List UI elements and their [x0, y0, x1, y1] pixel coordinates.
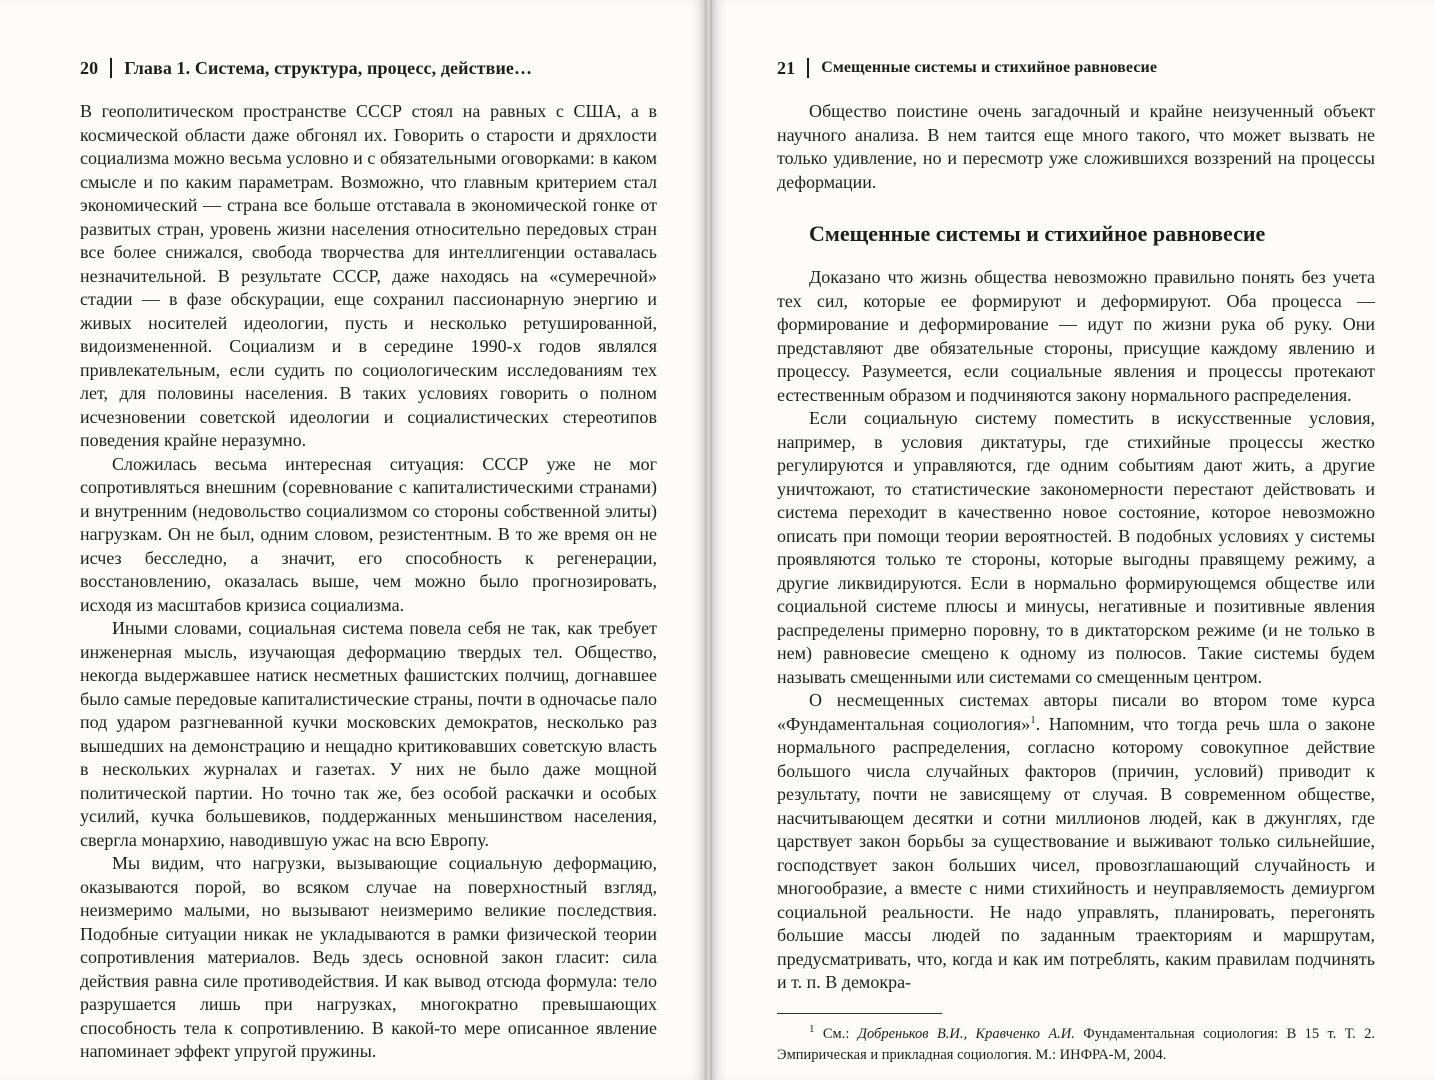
right-body-text: [777, 100, 1375, 995]
paragraph: В геополитическом пространстве СССР стоял на равных с США, а в космической области даже обгонял их. Говорить о старости и дряхлости социализма можно весьма условно и с обязательными оговорками: в каком смысле и по каким параметрам. Возможно, что главным критерием стал экономический — страна все больше отставала в экономической гонке от развитых стран, уровень жизни населения относительно передовых стран все более снижался, свобода творчества для интеллигенции оставалась незначительной. В результате СССР, даже находясь на «сумеречной» стадии — в фазе обскурации, еще сохранил пассионарную энергию и живых носителей идеологии, пусть и несколько ретушированной, видоизмененной. Социализм и в середине 1990-х годов являлся привлекательным, если судить по социологическим исследованиям тех лет, для половины населения. В таких условиях говорить о полном исчезновении советской идеологии и социалистических стереотипов поведения крайне неразумно.: [80, 101, 657, 450]
paragraph: Сложилась весьма интересная ситуация: СССР уже не мог сопротивляться внешним (соревнование с капиталистическими странами) и внутренним (недовольство социализмом со стороны собственной элиты) нагрузкам. Он не был, одним словом, резистентным. В то же время он не исчез бесследно, а значит, его способность к регенерации, восстановлению, оказалась выше, чем можно было прогнозировать, исходя из масштабов кризиса социализма.: [80, 453, 657, 615]
right-page-number: 21: [777, 57, 796, 78]
right-page: [712, 0, 1435, 1080]
paragraph: Иными словами, социальная система повела себя не так, как требует инженерная мысль, изучающая деформацию твердых тел. Общество, некогда выдержавшее натиск несметных фашистских полчищ, догнавшее было самые передовые капиталистические страны, почти в одночасье пало под ударом разгневанной кучки московских демократов, несколько раз вышедших на демонстрацию и нещадно критиковавших советскую власть в нескольких журналах и газетах. У них не было даже мощной политической партии. Но точно так же, без особой раскачки и особых усилий, кучка большевиков, поддержанных меньшинством населения, свергла монархию, наводившую ужас на всю Европу.: [80, 618, 658, 850]
left-body-text: [80, 100, 657, 1064]
footnote-divider: [777, 1013, 942, 1014]
footnote-citation: Фундаментальная социология: В 15 т. Т. 2. Эмпирическая и прикладная социология. М.: ИНФРА-М, 2004.: [777, 1025, 1376, 1063]
footnote-mark: 1: [809, 1022, 815, 1035]
header-separator: [807, 58, 809, 78]
right-running-head: [777, 56, 1375, 80]
left-page-number: 20: [80, 57, 99, 78]
left-page: [0, 0, 705, 1080]
text-run: . Напомним, что тогда речь шла о законе нормального распределения, согласно которому совокупное действие большого числа случайных факторов (причин, условий) приводит к результату, почти не зависящему от случая. В современном обществе, насчитывающем десятки и сотни миллионов людей, как в джунглях, где царствует закон борьбы за существование и выживают только сильнейшие, господствует закон больших чисел, провозглашающий случайность и многообразие, а вместе с ними стихийность и неуправляемость демиургом социальной реальности. Не надо управлять, планировать, перегонять большие массы людей по заданным траекториям и маршрутам, предусматривать, что, когда и как им потреблять, каким правилам подчинять и т. п. В демокра-: [777, 713, 1375, 992]
left-chapter-title: Глава 1. Система, структура, процесс, действие…: [124, 57, 533, 78]
footnote-authors: Добреньков В.И., Кравченко А.И.: [857, 1025, 1075, 1042]
intro-paragraph: Общество поистине очень загадочный и крайне неизученный объект научного анализа. В нем таится еще много такого, что может вызвать не только удивление, но и пересмотр уже сложившихся воззрений на процессы деформации.: [777, 101, 1375, 192]
paragraph: Мы видим, что нагрузки, вызывающие социальную деформацию, оказываются порой, во всяком случае на поверхностный взгляд, неизмеримо малыми, но вызывают неизмеримо великие последствия. Подобные ситуации никак не укладываются в рамки физической теории сопротивления материалов. Ведь здесь основной закон гласит: сила действия равна силе противодействия. И как вывод отсюда формула: тело разрушается лишь при нагрузках, многократно превышающих способность тела к сопротивлению. В какой-то мере описанное явление напоминает эффект упругой пружины.: [80, 853, 657, 1061]
paragraph-with-footnote-ref: [777, 689, 1375, 995]
right-section-running-title: Смещенные системы и стихийное равновесие: [821, 59, 1158, 76]
book-gutter: [705, 0, 712, 1080]
paragraph: Доказано что жизнь общества невозможно правильно понять без учета тех сил, которые ее формируют и деформируют. Оба процесса — формирование и деформирование — идут по жизни рука об руку. Они представляют две обязательные стороны, присущие каждому явлению и процессу. Разумеется, если социальные явления и процессы протекают естественным образом и подчиняются закону нормального распределения.: [777, 267, 1375, 405]
header-separator: [110, 58, 112, 78]
text-run: О несмещенных системах авторы писали во втором томе курса «Фундаментальная социология»: [777, 690, 1375, 734]
footnote: [777, 1024, 1375, 1066]
footnote-reference[interactable]: 1: [1030, 713, 1036, 726]
footnote-prefix: См.:: [822, 1025, 858, 1042]
left-running-head: [80, 56, 657, 80]
paragraph: Если социальную систему поместить в искусственные условия, например, в условия диктатуры, где стихийные процессы жестко регулируются и управляются, где одним событиям дают жить, а другие уничтожают, то статистические закономерности перестают действовать и система переходит в качественно новое состояние, которое невозможно описать при помощи теории вероятностей. В подобных условиях у системы проявляются только те стороны, которые выгодны правящему режиму, а другие ликвидируются. Если в нормально формирующемся обществе или социальной системе плюсы и минусы, негативные и позитивные явления распределены примерно поровну, то в диктаторском режиме (и не только в нем) равновесие смещено к одному из полюсов. Такие системы будем называть смещенными или системами со смещенным центром.: [777, 408, 1375, 687]
section-heading: Смещенные системы и стихийное равновесие: [809, 221, 1266, 246]
